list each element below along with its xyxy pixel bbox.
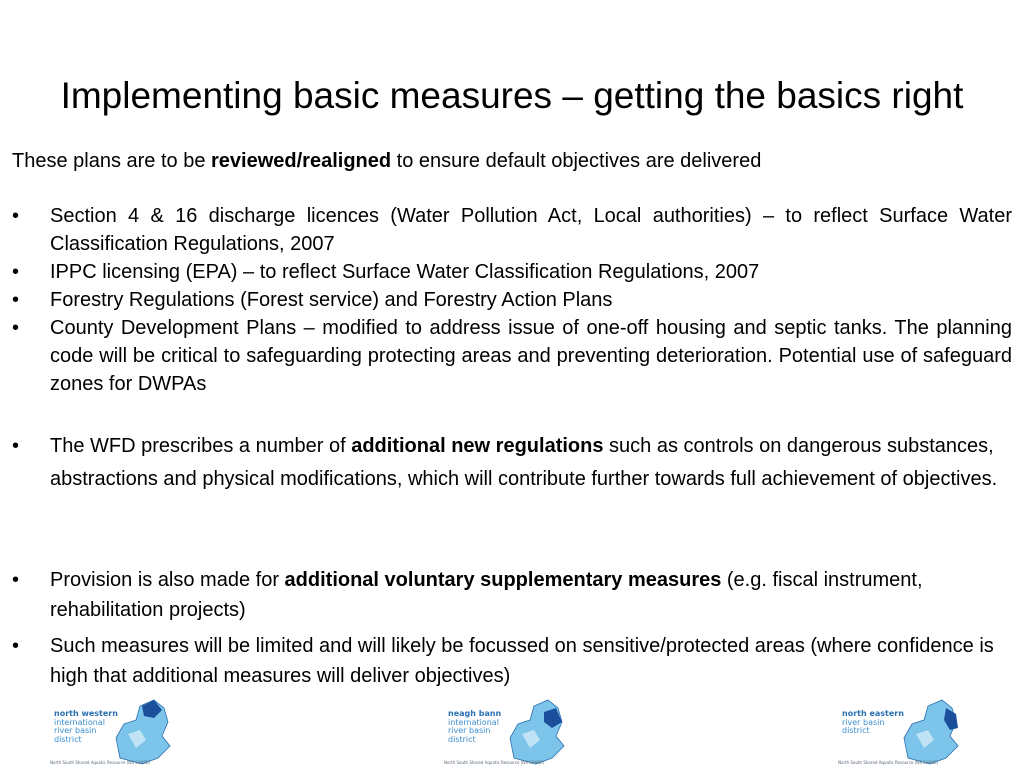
intro-text-before: These plans are to be: [12, 150, 212, 172]
list-item: [12, 430, 1012, 496]
logo-subtitle: river basin district: [842, 717, 885, 735]
bullet-marker: •: [12, 635, 20, 657]
bullet-marker: •: [12, 569, 20, 591]
supplementary-measures-list: [12, 565, 1012, 691]
list-item: [12, 258, 1012, 286]
list-item-text-before: The WFD prescribes a number of: [50, 435, 352, 457]
list-item-bold-text: additional voluntary supplementary measures: [284, 569, 722, 591]
logo-footer: North South Shared Aquatic Resource (NS SHARE): [838, 760, 939, 765]
list-item-bold-text: additional new regulations: [351, 435, 604, 457]
bullet-marker: •: [12, 289, 20, 311]
logo-title: north western: [54, 709, 118, 718]
bullet-marker: •: [12, 261, 20, 283]
list-item-text: County Development Plans – modified to address issue of one-off housing and septic tanks. The planning code will be critical to safeguarding protecting areas and preventing deterioration. Potential use of safeguard zones for DWPAs: [50, 317, 1012, 395]
bullet-marker: •: [12, 205, 20, 227]
bullet-marker: •: [12, 317, 20, 339]
bullet-marker: •: [12, 435, 20, 457]
neagh-bann-rbd-logo: [444, 694, 614, 768]
list-item: [12, 314, 1012, 398]
logo-subtitle: international river basin district: [448, 717, 499, 744]
intro-paragraph: [12, 147, 1012, 175]
north-western-rbd-logo: [50, 694, 220, 768]
list-item: [12, 565, 1012, 625]
list-item-text-after: (e.g. fiscal instrument, rehabilitation projects): [50, 569, 923, 621]
additional-regulations-list: [12, 430, 1012, 496]
list-item-text: Forestry Regulations (Forest service) and Forestry Action Plans: [50, 289, 613, 311]
slide-title: Implementing basic measures – getting the basics right: [60, 75, 964, 116]
list-item-text: Such measures will be limited and will likely be focussed on sensitive/protected areas (where confidence is high that additional measures will deliver objectives): [50, 635, 994, 687]
list-item: [12, 286, 1012, 314]
intro-bold-text: reviewed/realigned: [211, 150, 392, 172]
list-item-text-after: such as controls on dangerous substances, abstractions and physical modifications, which will contribute further towards full achievement of objectives.: [50, 435, 998, 490]
logo-title: north eastern: [842, 709, 904, 718]
list-item-text-before: Provision is also made for: [50, 569, 285, 591]
basic-measures-list: [12, 202, 1012, 398]
list-item-text: IPPC licensing (EPA) – to reflect Surface Water Classification Regulations, 2007: [50, 261, 760, 283]
list-item-text: Section 4 & 16 discharge licences (Water Pollution Act, Local authorities) – to reflect Surface Water Classification Regulations, 2007: [50, 205, 1012, 255]
list-item: [12, 631, 1012, 691]
logo-title: neagh bann: [448, 709, 502, 718]
logo-subtitle: international river basin district: [54, 717, 105, 744]
intro-text-after: to ensure default objectives are delivered: [391, 150, 762, 172]
logo-footer: North South Shared Aquatic Resource (NS SHARE): [444, 760, 545, 765]
north-eastern-rbd-logo: [838, 694, 1008, 768]
list-item: [12, 202, 1012, 258]
logo-footer: North South Shared Aquatic Resource (NS SHARE): [50, 760, 151, 765]
